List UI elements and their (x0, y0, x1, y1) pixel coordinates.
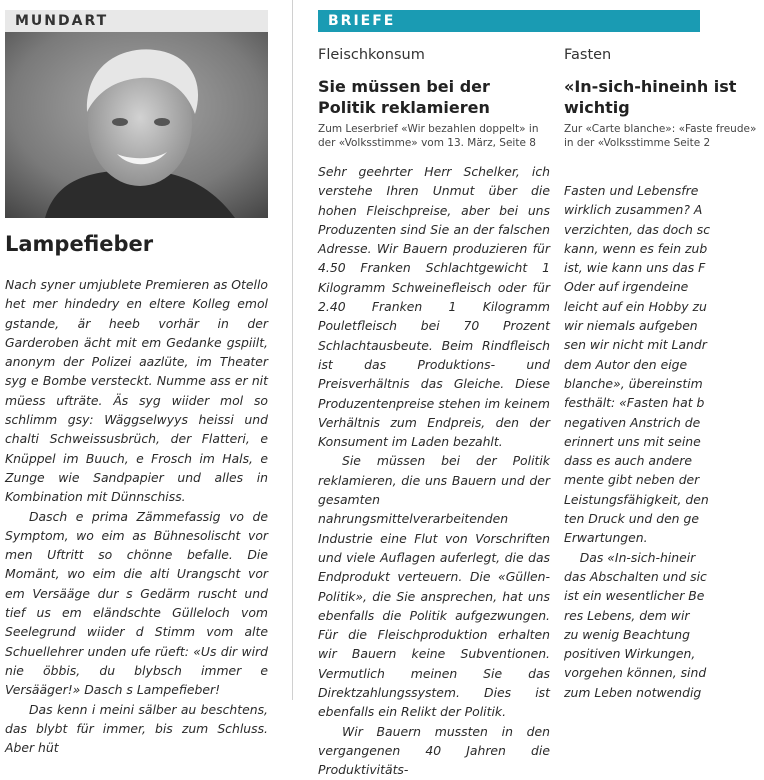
letter-line: Fasten und Lebensfre (564, 183, 699, 198)
letter-line: dem Autor den eige (564, 356, 688, 372)
letter-line: dass es auch andere (564, 453, 693, 469)
letter-paragraph-2: Sie müssen bei der Politik reklamieren, die uns Bauern und der gesamten nahrungsmittelverarbeitenden Industrie eine Flut von Vorschriften und viele Auflagen auferlegt, die das Endprodukt verteuern. Die «Güllen-Politik», die Sie ansprechen, hat uns ebenfalls die Politik aufgezwungen. Für die Fleischproduktion erhalten wir Bauern keine Subventionen. Vermutlich meinen Sie das Direktzahlungssystem. Dies ist ebenfalls ein Relikt der Politik. (318, 453, 550, 720)
letter-line: ist, wie kann uns das F (564, 260, 706, 276)
letter-line: festhält: «Fasten hat b (564, 395, 705, 411)
letter-title: Sie müssen bei der Politik reklamieren (318, 77, 490, 117)
letter-body (564, 181, 724, 702)
letter-paragraph-1: Sehr geehrter Herr Schelker, ich verstehe Ihren Unmut über die hohen Fleischpreise, aber bei uns Produzenten sind Sie an der falschen Adresse. Wir Bauern produzieren für 4.50 Franken Schlachtgewicht 1 Kilogramm Schweinefleisch oder für 2.40 Franken 1 Kilogramm Pouletfleisch bei 70 Prozent Schlachtausbeute. Beim Rindfleisch ist das Produktions- und Preisverhältnis das Gleiche. Diese Produzentenpreise stehen im keinem Verhältnis zum Endpreis, den der Konsument im Laden bezahlt. (318, 164, 550, 450)
letter-paragraph-3: Wir Bauern mussten in den vergangenen 40 Jahren die Produktivitäts- (318, 723, 550, 778)
letter-kicker: Fasten (564, 47, 612, 63)
letter-line: verzichten, das doch sc (564, 221, 711, 237)
mundart-paragraph-1: Nach syner umjublete Premieren as Otello het mer hindedry en eltere Kolleg emol gstande, är heeb vorhär in der Garderoben ächt mit em Gedanke gspiilt, anonym der Polizei aazlüte, im Theater syg e Bombe versteckt. Numme ass er nit müess ufträte. Äs syg wiider mol so schlimm gsy: Wäggselwyys heissi und chalti Schweissusbrüch, der Flatteri, e Knüppel im Buuch, e Frosch im Hals, e Zunge wie Sandpapier und alles in Kombination mit Dünnschiss. (5, 277, 268, 505)
letter-line: Oder auf irgendeine (564, 279, 689, 295)
letter-line: leicht auf ein Hobby zu (564, 298, 707, 314)
letter-line: wir niemals aufgeben (564, 318, 698, 334)
letter-line: ten Druck und den ge (564, 511, 699, 527)
letter-source: Zum Leserbrief «Wir bezahlen doppelt» in der «Volksstimme» vom 13. März, Seite 8 (318, 123, 539, 149)
letter-line: zum Leben notwendig (564, 684, 702, 700)
letter-body (318, 162, 550, 780)
column-divider (292, 0, 293, 700)
letter-line: positiven Wirkungen, (564, 646, 696, 662)
section-label: BRIEFE (328, 13, 396, 29)
letter-line: vorgehen können, sind (564, 665, 707, 681)
section-header-mundart (5, 10, 268, 32)
section-label: MUNDART (15, 13, 109, 29)
mundart-title: Lampefieber (5, 232, 154, 256)
letter-fasten (564, 0, 757, 700)
mundart-paragraph-2: Dasch e prima Zämmefassig vo de Symptom, wo eim as Bühnesolischt vor men Uftritt so chönne befalle. Die Momänt, wo eim die alti Urangscht vor em Versääge dur s Gedärm ruscht und tief us em eländschte Gülleloch vom Seelegrund wiider d Stimm vom alte Schuellehrer unden ufe rüeft: «Us dir wird nie öbbis, du blybsch immer e Versääger!» Dasch s Lampefieber! (5, 508, 268, 698)
letter-line: wirklich zusammen? A (564, 202, 703, 218)
letter-kicker: Fleischkonsum (318, 47, 425, 63)
letter-fleischkonsum (318, 0, 550, 778)
letter-line: res Lebens, dem wir (564, 607, 690, 623)
letter-line: blanche», übereinstim (564, 375, 703, 391)
letter-line: mente gibt neben der (564, 472, 700, 488)
letter-source: Zur «Carte blanche»: «Faste freude» in der «Volksstimme Seite 2 (564, 123, 757, 149)
author-portrait-photo (5, 32, 268, 218)
letter-line: erinnert uns mit seine (564, 433, 701, 449)
mundart-paragraph-3: Das kenn i meini sälber au beschtens, das blybt für immer, bis zum Schluss. Aber hüt (5, 701, 268, 756)
letter-line: kann, wenn es fein zub (564, 240, 708, 256)
letter-line: Erwartungen. (564, 530, 648, 546)
letter-line: das Abschalten und sic (564, 568, 707, 584)
letter-line: negativen Anstrich de (564, 414, 701, 430)
letter-line: ist ein wesentlicher Be (564, 588, 705, 604)
mundart-body (5, 275, 268, 757)
letter-line: Das «In-sich-hineir (564, 549, 696, 565)
letter-line: sen wir nicht mit Landr (564, 337, 707, 353)
letter-title: «In-sich-hineinh ist wichtig (564, 77, 737, 117)
letter-line: Leistungsfähigkeit, den (564, 491, 709, 507)
letter-line: zu wenig Beachtung (564, 626, 690, 642)
